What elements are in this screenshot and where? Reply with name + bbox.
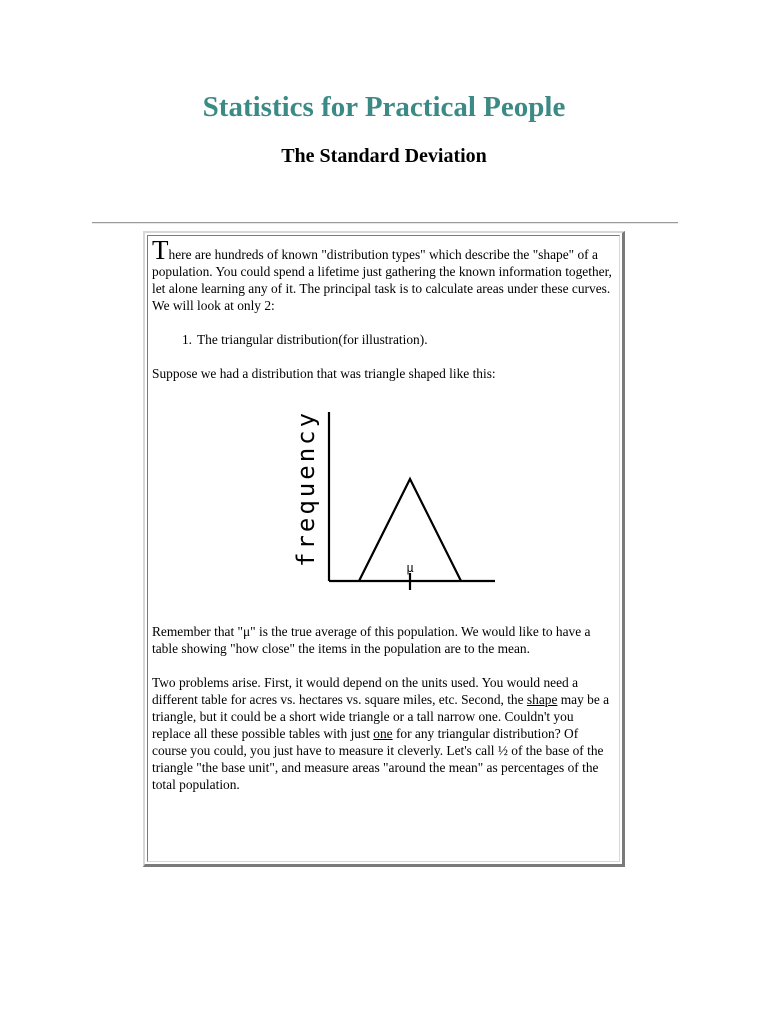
list-item-text: The triangular distribution(for illustration). bbox=[197, 332, 428, 347]
horizontal-rule bbox=[92, 222, 678, 224]
list-item-number: 1. bbox=[181, 332, 192, 347]
intro-first-line: here are hundreds of known "distribution types" which describe the bbox=[168, 247, 530, 262]
problems-paragraph bbox=[152, 674, 615, 793]
mean-label: μ bbox=[406, 561, 414, 575]
underlined-word-one: one bbox=[373, 726, 393, 741]
distribution-list bbox=[152, 331, 615, 348]
problems-text-part3: for any triangular distribution? Of course you could, you just have to measure it cleverly. Let's call ½ of the base of the triangle "the base unit", and measure areas "around the mean" as percentages of the total population. bbox=[152, 726, 604, 792]
triangle-figure-svg bbox=[152, 397, 622, 607]
figure-intro-paragraph: Suppose we had a distribution that was triangle shaped like this: bbox=[152, 366, 496, 381]
intro-rest: "shape" of a population. You could spend a lifetime just gathering the known information together, let alone learning any of it. The principal task is to calculate areas under these curves. We will look at only 2: bbox=[152, 247, 612, 313]
frequency-axis-label: frequency bbox=[292, 409, 320, 567]
content-panel bbox=[147, 235, 620, 862]
intro-paragraph bbox=[152, 235, 615, 314]
triangle-distribution-figure bbox=[152, 397, 622, 607]
content-frame bbox=[143, 231, 625, 867]
problems-text-part1: Two problems arise. First, it would depend on the units used. You would need a different table for acres vs. hectares vs. square miles, etc. Second, the bbox=[152, 675, 579, 707]
underlined-word-shape: shape bbox=[526, 692, 558, 707]
problems-text-part2: may be a triangle, but it could be a short wide triangle or a tall narrow one. Couldn't you replace all these possible tables with just bbox=[152, 692, 610, 741]
page-title: Statistics for Practical People bbox=[202, 91, 566, 123]
list-item bbox=[181, 331, 615, 348]
page-subtitle: The Standard Deviation bbox=[281, 145, 487, 167]
mean-paragraph: Remember that "μ" is the true average of this population. We would like to have a table showing "how close" the items in the population are to the mean. bbox=[152, 624, 591, 656]
dropcap-letter: T bbox=[152, 235, 169, 265]
